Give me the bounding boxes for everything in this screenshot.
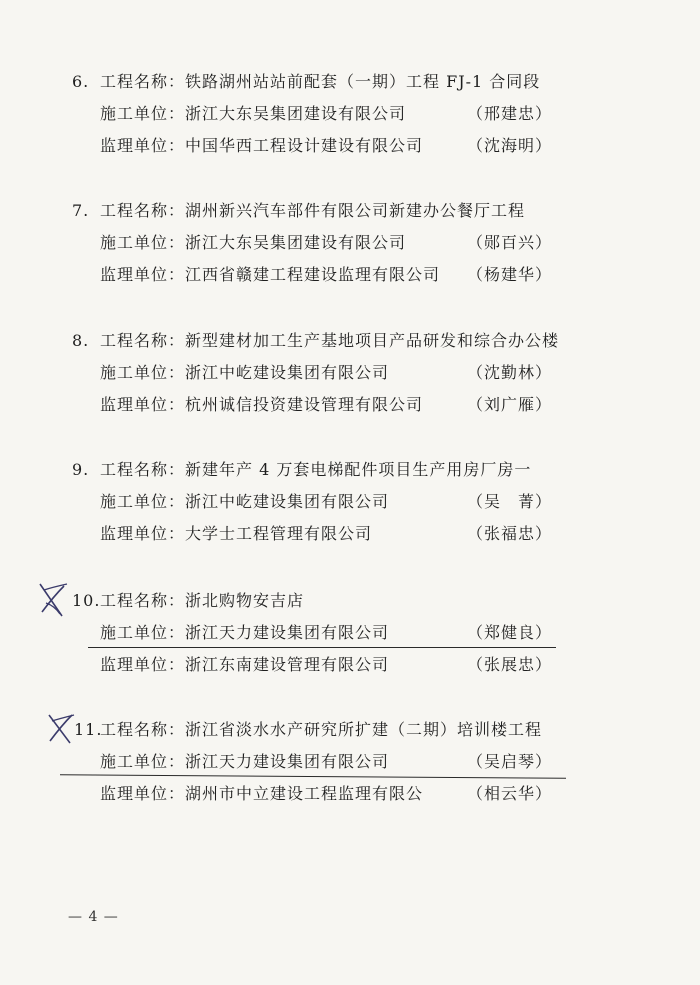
contractor-name: 浙江天力建设集团有限公司 bbox=[185, 623, 390, 642]
contractor-person: （吴 菁） bbox=[466, 492, 552, 511]
project-name-label: 工程名称： bbox=[100, 720, 186, 739]
project-name-line bbox=[100, 198, 525, 224]
supervisor-line bbox=[100, 521, 372, 547]
contractor-label: 施工单位： bbox=[100, 623, 186, 642]
supervisor-line bbox=[100, 392, 423, 418]
project-name-line bbox=[100, 717, 542, 743]
contractor-line bbox=[100, 230, 406, 256]
supervisor-person: （相云华） bbox=[466, 784, 552, 803]
supervisor-name: 湖州市中立建设工程监理有限公 bbox=[185, 784, 424, 803]
supervisor-person: （杨建华） bbox=[466, 265, 552, 284]
contractor-line bbox=[100, 749, 389, 775]
contractor-label: 施工单位： bbox=[100, 104, 186, 123]
entry-number: 11. bbox=[74, 720, 103, 739]
contractor-line bbox=[100, 101, 406, 127]
supervisor-line bbox=[100, 262, 440, 288]
contractor-label: 施工单位： bbox=[100, 492, 186, 511]
supervisor-person: （张展忠） bbox=[466, 655, 552, 674]
contractor-name: 浙江中屹建设集团有限公司 bbox=[185, 492, 390, 511]
contractor-person: （郧百兴） bbox=[466, 233, 552, 252]
supervisor-label: 监理单位： bbox=[100, 265, 186, 284]
contractor-name: 浙江中屹建设集团有限公司 bbox=[185, 363, 390, 382]
entry-number: 6. bbox=[72, 72, 90, 91]
supervisor-person: （刘广雁） bbox=[466, 395, 552, 414]
supervisor-name: 江西省赣建工程建设监理有限公司 bbox=[185, 265, 441, 284]
contractor-line bbox=[100, 360, 389, 386]
project-name-line bbox=[100, 457, 531, 483]
contractor-person: （吴启琴） bbox=[466, 752, 552, 771]
entry-8 bbox=[0, 328, 700, 424]
project-name-line bbox=[100, 69, 540, 95]
supervisor-name: 浙江东南建设管理有限公司 bbox=[185, 655, 390, 674]
project-name-label: 工程名称： bbox=[100, 72, 186, 91]
supervisor-name: 大学士工程管理有限公司 bbox=[185, 524, 373, 543]
handwritten-underline bbox=[88, 647, 556, 648]
entry-10 bbox=[0, 588, 700, 684]
contractor-name: 浙江大东吴集团建设有限公司 bbox=[185, 104, 407, 123]
supervisor-label: 监理单位： bbox=[100, 524, 186, 543]
project-name-label: 工程名称： bbox=[100, 460, 186, 479]
contractor-name: 浙江天力建设集团有限公司 bbox=[185, 752, 390, 771]
supervisor-person: （张福忠） bbox=[466, 524, 552, 543]
contractor-label: 施工单位： bbox=[100, 752, 186, 771]
contractor-person: （沈勤林） bbox=[466, 363, 552, 382]
supervisor-label: 监理单位： bbox=[100, 395, 186, 414]
entry-number: 9. bbox=[72, 460, 90, 479]
project-name: 新型建材加工生产基地项目产品研发和综合办公楼 bbox=[185, 331, 560, 350]
entry-number: 7. bbox=[72, 201, 90, 220]
project-name: 湖州新兴汽车部件有限公司新建办公餐厅工程 bbox=[185, 201, 526, 220]
supervisor-line bbox=[100, 781, 423, 807]
project-name-label: 工程名称： bbox=[100, 591, 186, 610]
project-name: 浙江省淡水水产研究所扩建（二期）培训楼工程 bbox=[185, 720, 543, 739]
supervisor-name: 中国华西工程设计建设有限公司 bbox=[185, 136, 424, 155]
contractor-line bbox=[100, 620, 389, 646]
entry-11 bbox=[0, 717, 700, 813]
project-name-line bbox=[100, 588, 304, 614]
supervisor-label: 监理单位： bbox=[100, 136, 186, 155]
page-number: — 4 — bbox=[68, 909, 119, 925]
supervisor-label: 监理单位： bbox=[100, 784, 186, 803]
entry-7 bbox=[0, 198, 700, 294]
contractor-label: 施工单位： bbox=[100, 233, 186, 252]
contractor-name: 浙江大东吴集团建设有限公司 bbox=[185, 233, 407, 252]
contractor-person: （邢建忠） bbox=[466, 104, 552, 123]
project-name-label: 工程名称： bbox=[100, 331, 186, 350]
project-name: 浙北购物安吉店 bbox=[185, 591, 305, 610]
entry-number: 10. bbox=[72, 591, 101, 610]
supervisor-line bbox=[100, 133, 423, 159]
supervisor-name: 杭州诚信投资建设管理有限公司 bbox=[185, 395, 424, 414]
contractor-line bbox=[100, 489, 389, 515]
entry-6 bbox=[0, 69, 700, 165]
supervisor-label: 监理单位： bbox=[100, 655, 186, 674]
supervisor-person: （沈海明） bbox=[466, 136, 552, 155]
project-name-line bbox=[100, 328, 559, 354]
project-name: 铁路湖州站站前配套（一期）工程 FJ-1 合同段 bbox=[185, 72, 541, 91]
handwritten-cross-mark-icon bbox=[34, 578, 74, 622]
project-name-label: 工程名称： bbox=[100, 201, 186, 220]
project-name: 新建年产 4 万套电梯配件项目生产用房厂房一 bbox=[185, 460, 532, 479]
supervisor-line bbox=[100, 652, 389, 678]
contractor-label: 施工单位： bbox=[100, 363, 186, 382]
entry-9 bbox=[0, 457, 700, 553]
contractor-person: （郑健良） bbox=[466, 623, 552, 642]
entry-number: 8. bbox=[72, 331, 90, 350]
